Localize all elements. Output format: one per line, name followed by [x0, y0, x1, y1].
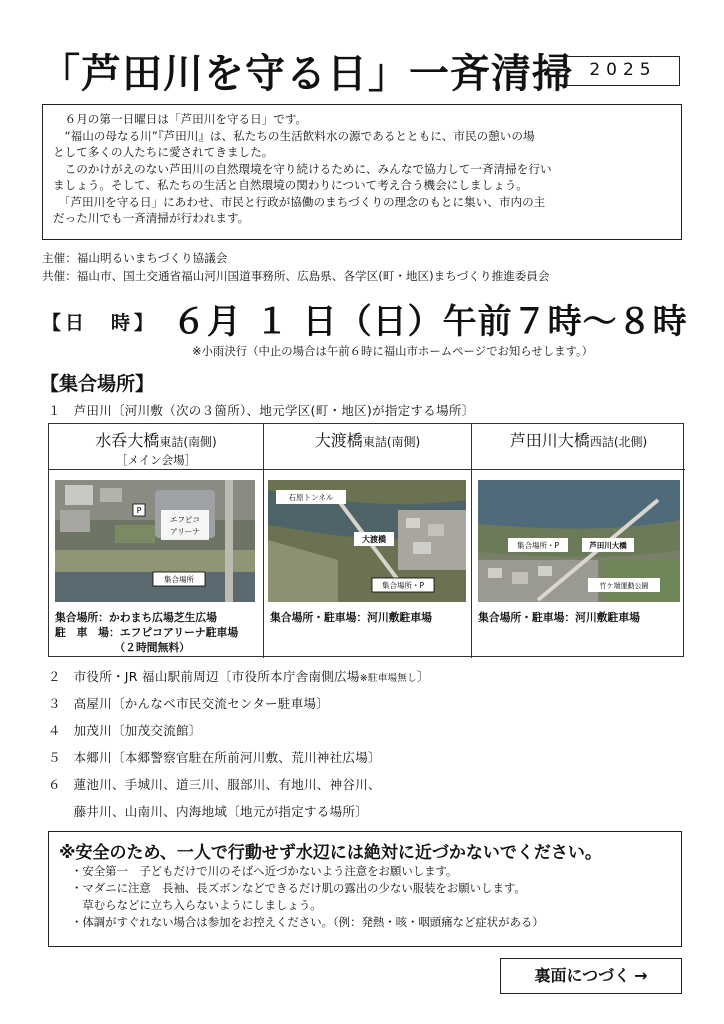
intro-line: “福山の母なる川”『芦田川』は、私たちの生活飲料水の源であるとともに、市民の憩いの場 [53, 128, 535, 143]
map-label: 石原トンネル [288, 493, 334, 502]
intro-line: ６月の第一日曜日は「芦田川を守る日」です。 [53, 112, 308, 126]
map-label: 集合場所・P [516, 541, 560, 550]
meeting-section-title: 【集合場所】 [40, 373, 155, 395]
location-item: 藤井川、山南川、内海地域〔地元が指定する場所〕 [48, 804, 369, 819]
location-item: ３ 高屋川〔かんなべ市民交流センター駐車場〕 [48, 696, 330, 711]
site-info [270, 610, 432, 625]
caution-headline: ※安全のため、一人で行動せず水辺には絶対に近づかないでください。 [59, 843, 602, 863]
cosponsor: 共催：福山市、国土交通省福山河川国道事務所、広島県、各学区(町・地区)まちづくり推進委員会 [42, 269, 550, 283]
info-line: （２時間無料） [55, 641, 190, 654]
no-parking-note: ※駐車場無し [359, 673, 417, 684]
intro-line: 「芦田川を守る日」にあわせ、市民と行政が協働のまちづくりの理念のもとに集い、市内の主 [53, 194, 546, 209]
map-label: アリーナ [170, 527, 200, 536]
rain-note: ※小雨決行（中止の場合は午前６時に福山市ホームページでお知らせします。） [192, 344, 594, 358]
info-line: 集合場所：かわまち広場芝生広場 [55, 611, 217, 624]
caution-item: ・マダニに注意 長袖、長ズボンなどできるだけ肌の露出の少ない服装をお願いします。 [71, 881, 526, 895]
date-label: 【日 時】 [42, 312, 158, 334]
year-badge: 2025 [566, 56, 680, 86]
location-item: ４ 加茂川〔加茂交流館〕 [48, 723, 202, 738]
continued-on-back [500, 958, 682, 994]
site-side: 西詰(北側) [589, 435, 648, 449]
location-bracket: 〕 [416, 669, 430, 684]
aerial-map-mizunomi [55, 480, 255, 602]
caution-item: ・安全第一 子どもだけで川のそばへ近づかないよう注意をお願いします。 [71, 864, 458, 878]
info-line: 集合場所・駐車場：河川敷駐車場 [270, 611, 432, 624]
safety-caution-box [48, 831, 682, 947]
intro-line: このかけがえのない芦田川の自然環境を守り続けるために、みんなで協力して一斉清掃を行い [53, 161, 552, 176]
intro-line: ましょう。そして、私たちの生活と自然環境の関わりについて考え合う機会にしましょう。 [53, 178, 528, 192]
caution-item: 草むらなどに立ち入らないようにしましょう。 [71, 898, 322, 912]
site-side: 東詰(南側) [362, 435, 421, 449]
main-venue-label: ［メイン会場］ [115, 453, 197, 467]
intro-line: だった川でも一斉清掃が行われます。 [53, 211, 250, 225]
date-value: ６月 １ 日（日）午前７時～８時 [172, 302, 688, 342]
site-cell-mizunomi [49, 424, 263, 658]
location-text: ２ 市役所・JR 福山駅前周辺〔市役所本庁舎南側広場 [48, 669, 360, 684]
continue-label: 裏面につづく [534, 966, 631, 985]
site-title [472, 428, 685, 451]
location-item: ６ 蓮池川、手城川、道三川、服部川、有地川、神谷川、 [48, 777, 381, 792]
location-item: ５ 本郷川〔本郷警察官駐在所前河川敷、荒川神社広場〕 [48, 750, 381, 765]
map-label: 集合場所 [164, 575, 194, 584]
info-line: 集合場所・駐車場：河川敷駐車場 [478, 611, 640, 624]
site-title [49, 428, 263, 451]
intro-box [42, 104, 682, 240]
location-item: １ 芦田川〔河川敷（次の３箇所）、地元学区(町・地区)が指定する場所〕 [48, 403, 475, 418]
map-label: P [136, 506, 142, 515]
caution-item: ・体調がすぐれない場合は参加をお控えください。（例：発熱・咳・咽頭痛など症状がある） [71, 915, 544, 929]
location-item [48, 667, 430, 685]
map-label: 芦田川大橋 [589, 541, 627, 550]
map-label: エフピコ [170, 515, 200, 524]
site-title [264, 428, 471, 451]
site-info [55, 610, 238, 655]
intro-line: として多くの人たちに愛されてきました。 [53, 145, 274, 159]
map-label: 竹ケ端運動公園 [599, 582, 649, 590]
organizer: 主催：福山明るいまちづくり協議会 [42, 251, 228, 265]
site-name: 水呑大橋 [95, 431, 160, 450]
site-side: 東詰(南側) [159, 435, 217, 449]
map-label: 集合場所・P [381, 581, 425, 590]
info-line: 駐 車 場：エフピコアリーナ駐車場 [55, 626, 239, 639]
site-info [478, 610, 640, 625]
map-label: 大渡橋 [362, 535, 386, 544]
arrow-right-icon: → [634, 966, 648, 985]
site-name: 芦田川大橋 [509, 431, 590, 450]
aerial-map-oowatari [268, 480, 466, 602]
site-cell-ashidagawa-ohashi [471, 424, 685, 658]
site-cell-oowatari [263, 424, 471, 658]
aerial-map-ashidagawa-ohashi [478, 480, 680, 602]
meeting-site-table [48, 423, 684, 657]
page-title: 「芦田川を守る日」一斉清掃 [40, 51, 573, 97]
site-name: 大渡橋 [314, 431, 363, 450]
